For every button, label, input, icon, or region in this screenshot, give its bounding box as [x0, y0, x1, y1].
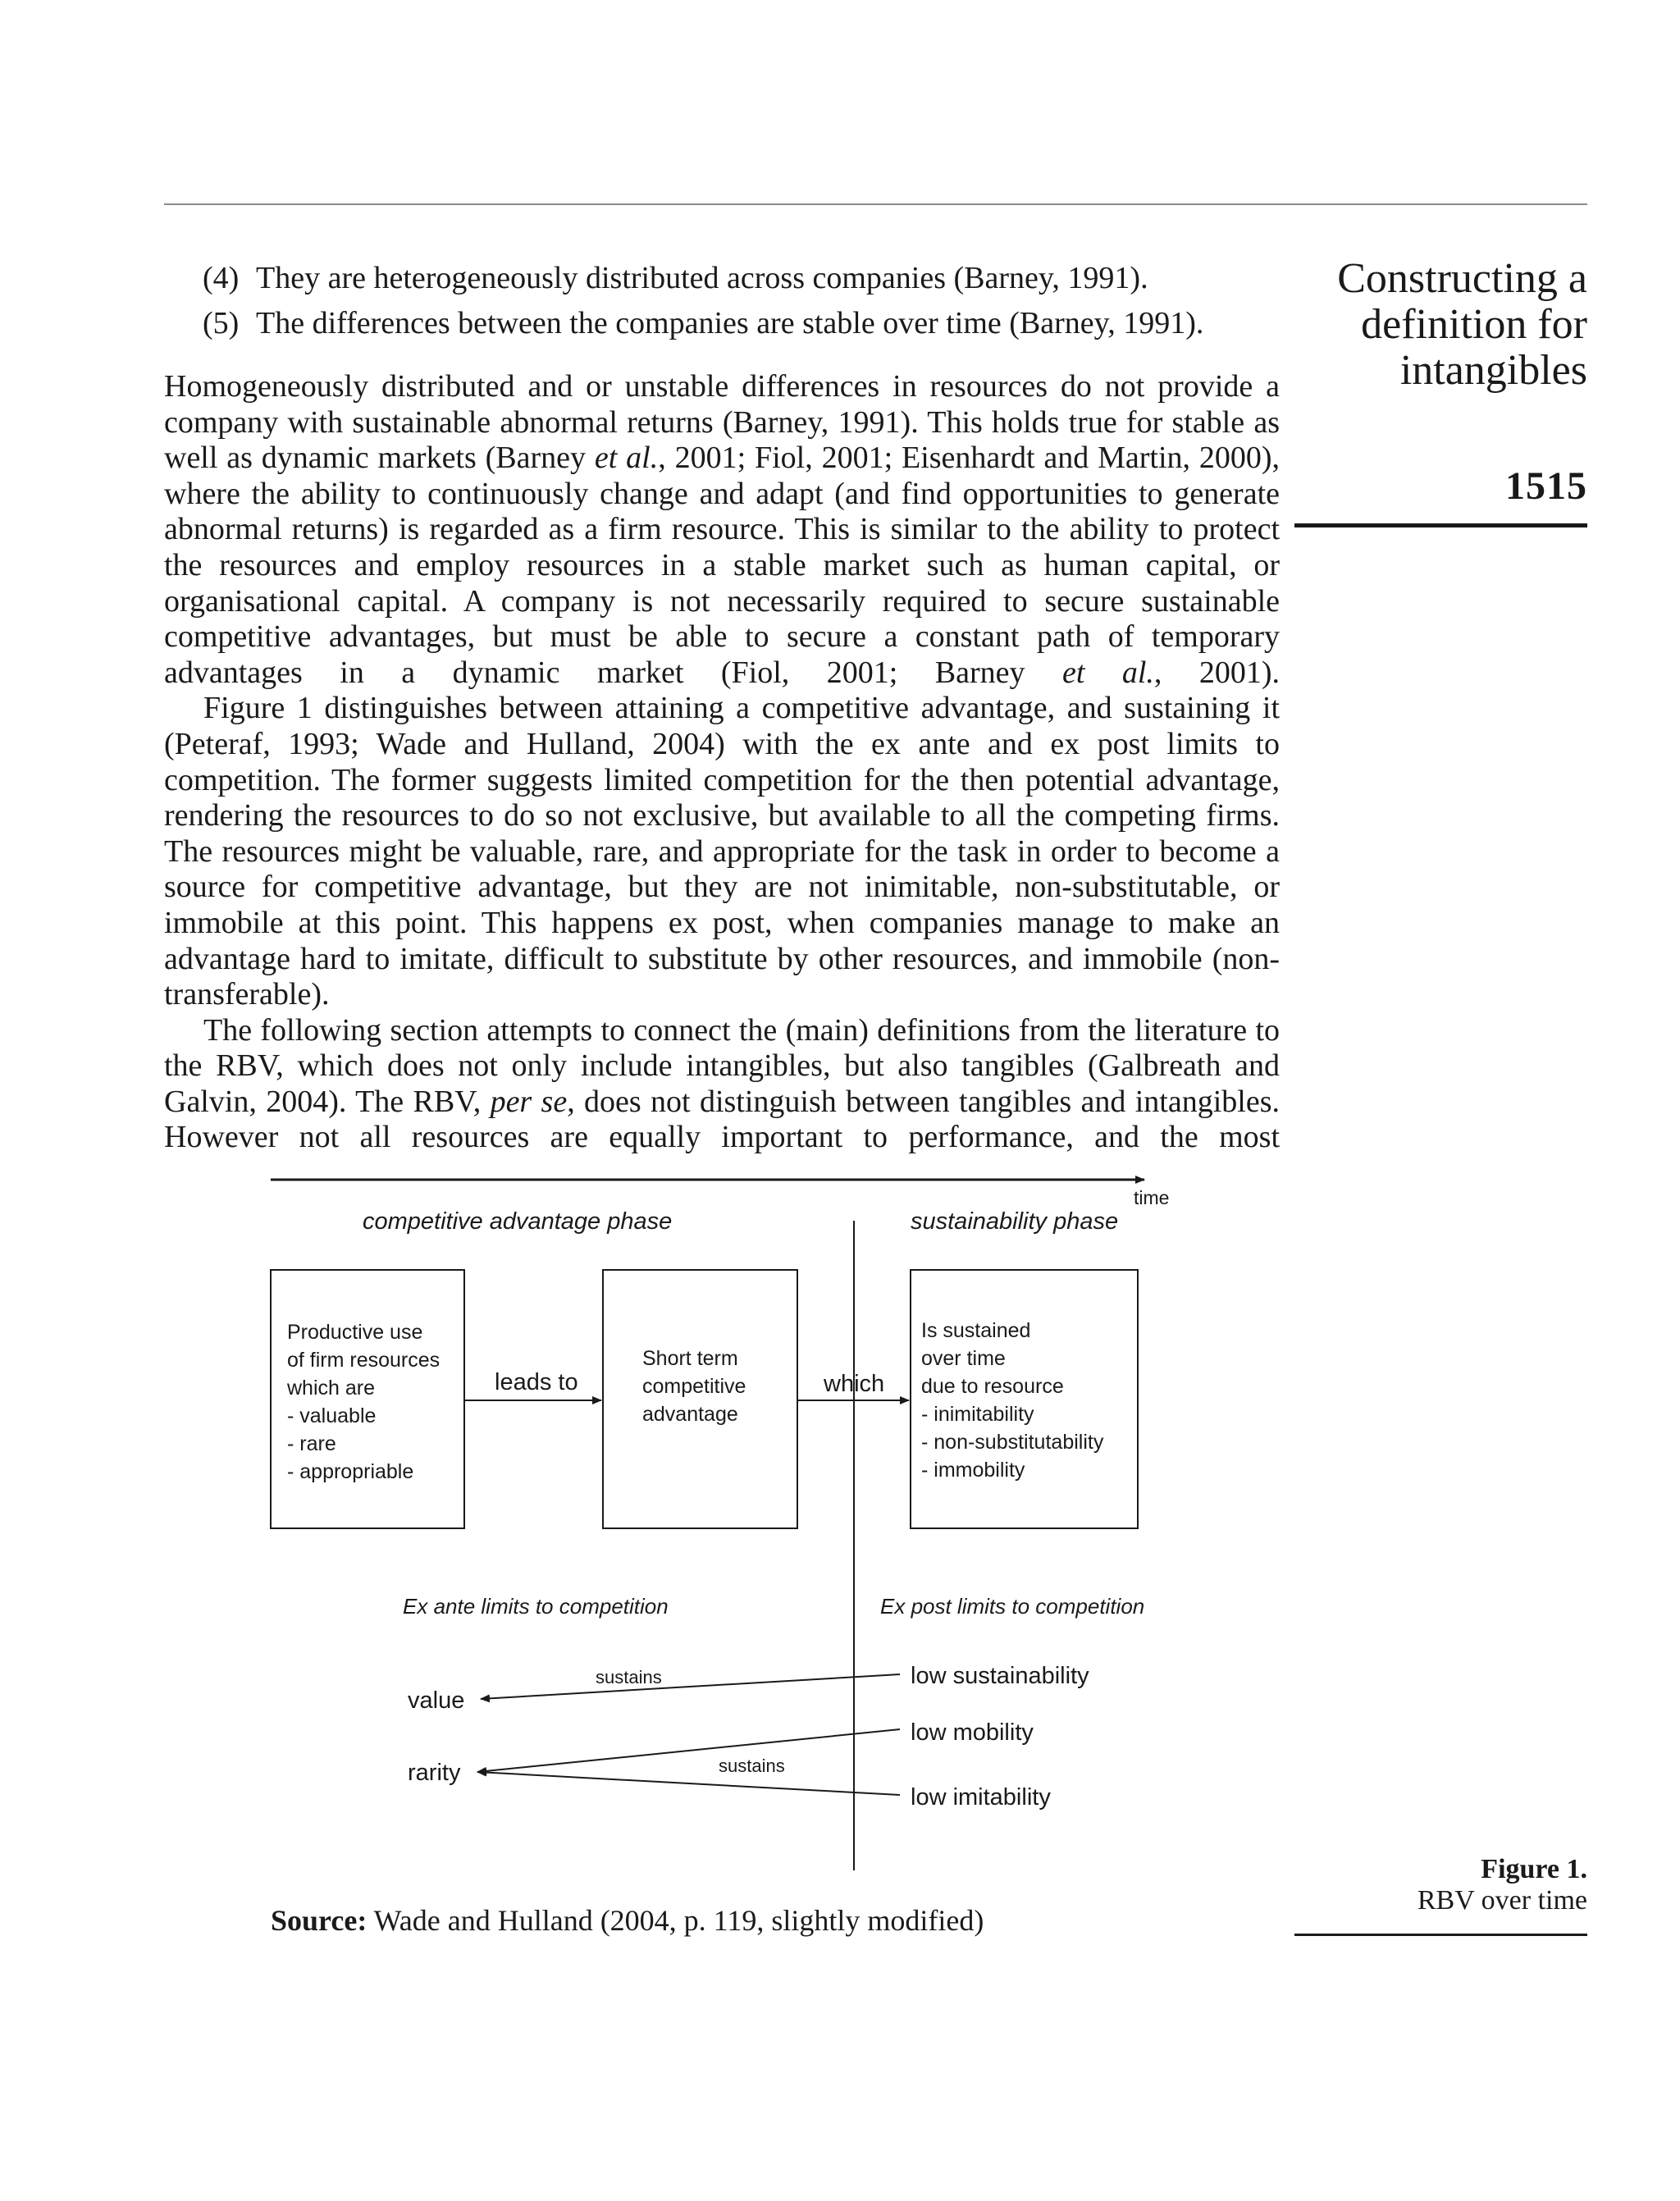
term-low-mobility: low mobility — [911, 1719, 1034, 1746]
arrow-mobility-rarity — [477, 1729, 900, 1772]
line: , does not distinguish between tangibles and intangibles. — [567, 1084, 1280, 1119]
line: resources to do so not exclusive, but available to all the competing firms. The resources — [164, 798, 1280, 869]
line: company with sustainable abnormal returns (Barney, 1991). This holds true for stable — [164, 404, 1245, 440]
box-line: - inimitability — [921, 1403, 1034, 1426]
box-line: - valuable — [287, 1404, 377, 1427]
page-number: 1515 — [1505, 464, 1587, 508]
box-line: - appropriable — [287, 1460, 414, 1483]
italic-per-se: per se — [490, 1084, 568, 1119]
box-sustained — [911, 1270, 1138, 1528]
box-short-term-text — [642, 1347, 746, 1426]
line: The former suggests limited competition for the then potential advantage, rendering the — [164, 762, 1280, 833]
line: Homogeneously distributed and or unstable differences in resources do not provide a — [164, 369, 1280, 404]
box-resources-text — [286, 1321, 440, 1483]
phase-left-label: competitive advantage phase — [363, 1208, 673, 1235]
box-line: - immobility — [921, 1459, 1025, 1482]
line: Galvin, 2004). The RBV, — [164, 1084, 491, 1119]
title-line: definition for — [1361, 301, 1587, 348]
line: , 2001). — [1153, 655, 1281, 690]
line: to the RBV, which does not only include intangibles, but also tangibles (Galbreath and — [164, 1012, 1280, 1084]
source-text: Wade and Hulland (2004, p. 119, slightly modified) — [367, 1904, 984, 1937]
line: (Peteraf, 1993; Wade and Hulland, 2004) with the ex ante and ex post limits to competition. — [164, 726, 1280, 797]
box-line: Is sustained — [921, 1319, 1031, 1342]
figure-number: Figure 1. — [1481, 1854, 1587, 1884]
line: sustainable competitive advantages, but must be able to secure a constant path of — [164, 583, 1280, 655]
list-text: The differences between the companies are stable over time (Barney, 1991). — [256, 306, 1204, 340]
box-line: which are — [287, 1377, 375, 1400]
list-number: (5) — [203, 306, 240, 340]
arrow-which-label: which — [824, 1371, 885, 1397]
line: generate abnormal returns) is regarded as a firm resource. This is similar to the ability — [164, 476, 1280, 547]
box-line: advantage — [642, 1403, 738, 1426]
term-low-imitability: low imitability — [911, 1784, 1051, 1811]
figure-caption: RBV over time — [1417, 1885, 1587, 1916]
term-value: value — [408, 1687, 465, 1714]
line: The following section attempts to connect the (main) definitions from the literature — [203, 1012, 1248, 1048]
line: point. This happens ex post, when companies manage to make an advantage hard to — [164, 905, 1281, 976]
box-sustained-text — [921, 1319, 1104, 1482]
ex-ante-label: Ex ante limits to competition — [403, 1594, 669, 1619]
arrow-sustains-value — [481, 1674, 900, 1699]
line: to protect the resources and employ resources in a stable market such as human — [164, 512, 1281, 582]
line: might be valuable, rare, and appropriate for the task in order to become a source for — [164, 833, 1280, 905]
line: competitive advantage, but they are not inimitable, non-substitutable, or immobile at this — [164, 870, 1281, 940]
title-line: Constructing a — [1337, 255, 1587, 302]
title-line: intangibles — [1399, 347, 1587, 394]
box-line: competitive — [642, 1375, 746, 1398]
line: However not all resources are equally important to performance, and the most — [164, 1120, 1280, 1155]
box-line: - rare — [287, 1432, 336, 1455]
list-text: They are heterogeneously distributed across companies (Barney, 1991). — [256, 261, 1148, 295]
ex-post-label: Ex post limits to competition — [880, 1594, 1145, 1619]
phase-right-label: sustainability phase — [911, 1208, 1119, 1235]
line: imitate, difficult to substitute by other resources, and immobile (non-transferable). — [164, 941, 1280, 1012]
italic-et-al: et al. — [1061, 655, 1154, 690]
box-line: due to resource — [921, 1375, 1064, 1398]
source-label: Source: — [271, 1904, 368, 1937]
box-line: of firm resources — [287, 1349, 441, 1372]
figure-label — [1418, 1854, 1587, 1916]
box-line: Short term — [642, 1347, 738, 1370]
figure-rule — [1294, 1934, 1587, 1936]
time-label: time — [1134, 1187, 1170, 1208]
sustains-label-1: sustains — [596, 1667, 662, 1687]
term-low-sustainability: low sustainability — [911, 1663, 1089, 1689]
line: as well as dynamic markets (Barney — [164, 404, 1280, 476]
sustains-label-2: sustains — [719, 1756, 785, 1776]
figure-source — [271, 1903, 984, 1938]
box-line: over time — [921, 1347, 1006, 1370]
arrow-leads-to-label: leads to — [495, 1369, 578, 1395]
term-rarity: rarity — [408, 1760, 461, 1786]
line: Figure 1 distinguishes between attaining a competitive advantage, and sustaining it — [203, 691, 1280, 726]
line: 2000), where the ability to continuously change and adapt (and find opportunities to — [164, 441, 1281, 511]
line: capital, or organisational capital. A company is not necessarily required to secure — [164, 547, 1280, 619]
arrow-imitability-rarity — [477, 1772, 900, 1795]
list-number: (4) — [203, 261, 240, 295]
line: temporary advantages in a dynamic market (Fiol, 2001; Barney — [164, 619, 1281, 690]
box-short-term — [603, 1270, 797, 1528]
box-line: - non-substitutability — [921, 1431, 1104, 1454]
box-line: Productive use — [287, 1321, 423, 1344]
line: , 2001; Fiol, 2001; Eisenhardt and Martin, — [658, 441, 1190, 476]
italic-et-al: et al. — [594, 441, 659, 476]
